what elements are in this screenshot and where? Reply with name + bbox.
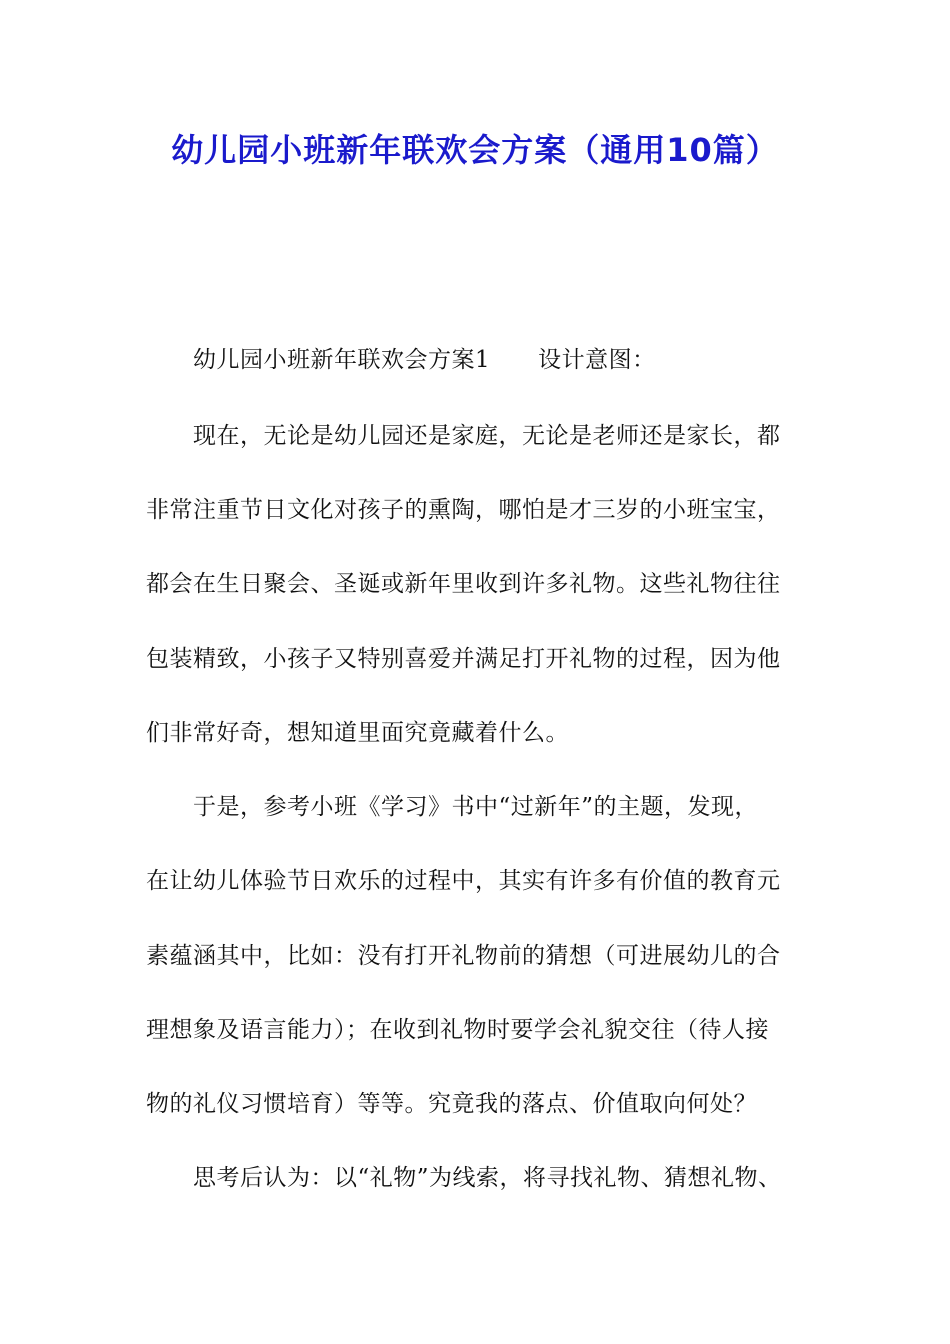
paragraph-line: 们非常好奇，想知道里面究竟藏着什么。 bbox=[146, 720, 569, 746]
paragraph-line: 于是，参考小班《学习》书中“过新年”的主题，发现， bbox=[193, 794, 759, 820]
paragraph-line: 物的礼仪习惯培育）等等。究竟我的落点、价值取向何处？ bbox=[146, 1091, 757, 1117]
paragraph-line: 思考后认为：以“礼物”为线索，将寻找礼物、猜想礼物、 bbox=[193, 1165, 782, 1191]
paragraph-line: 在让幼儿体验节日欢乐的过程中，其实有许多有价值的教育元 bbox=[146, 868, 781, 894]
paragraph-line: 素蕴涵其中，比如：没有打开礼物前的猜想（可进展幼儿的合 bbox=[146, 943, 781, 969]
paragraph-line: 非常注重节日文化对孩子的熏陶，哪怕是才三岁的小班宝宝， bbox=[146, 497, 781, 523]
paragraph-line: 包装精致，小孩子又特别喜爱并满足打开礼物的过程，因为他 bbox=[146, 646, 781, 672]
paragraph-line: 理想象及语言能力）；在收到礼物时要学会礼貌交往（待人接 bbox=[146, 1017, 769, 1043]
section-heading-line bbox=[193, 342, 656, 378]
section-subheading: 设计意图： bbox=[538, 347, 656, 373]
section-heading: 幼儿园小班新年联欢会方案1 bbox=[193, 347, 491, 373]
document-title: 幼儿园小班新年联欢会方案（通用10篇） bbox=[171, 131, 779, 169]
paragraph-line: 现在，无论是幼儿园还是家庭，无论是老师还是家长，都 bbox=[193, 423, 781, 449]
paragraph-line: 都会在生日聚会、圣诞或新年里收到许多礼物。这些礼物往往 bbox=[146, 571, 781, 597]
